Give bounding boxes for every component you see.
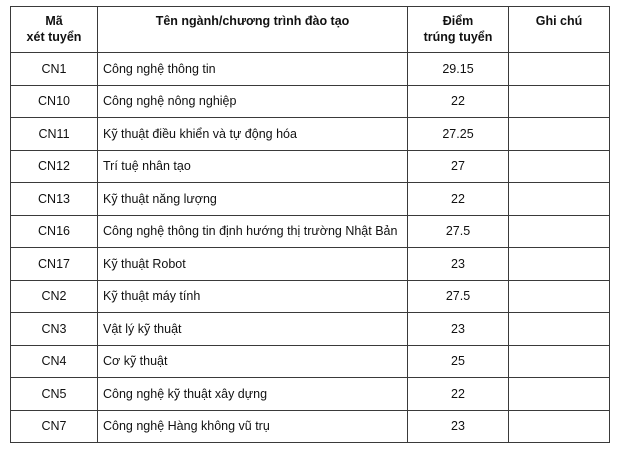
program-name-cell: Trí tuệ nhân tạo	[98, 150, 408, 183]
table-row	[11, 118, 610, 151]
note-cell	[509, 85, 610, 118]
note-cell	[509, 345, 610, 378]
admission-scores-table	[10, 6, 610, 443]
program-name-cell: Kỹ thuật năng lượng	[98, 183, 408, 216]
note-cell	[509, 378, 610, 411]
admission-score-cell: 27.5	[408, 280, 509, 313]
admission-score-cell: 22	[408, 378, 509, 411]
program-name-cell: Cơ kỹ thuật	[98, 345, 408, 378]
program-name-cell: Công nghệ nông nghiệp	[98, 85, 408, 118]
note-cell	[509, 248, 610, 281]
program-name-cell: Kỹ thuật điều khiển và tự động hóa	[98, 118, 408, 151]
program-code-cell: CN16	[11, 215, 98, 248]
admission-score-cell: 22	[408, 183, 509, 216]
table-row	[11, 183, 610, 216]
program-code-cell: CN2	[11, 280, 98, 313]
table-row	[11, 345, 610, 378]
program-code-cell: CN11	[11, 118, 98, 151]
program-code-cell: CN13	[11, 183, 98, 216]
program-name-cell: Công nghệ thông tin định hướng thị trường Nhật Bản	[98, 215, 408, 248]
header-score-line-1: Điểm	[442, 14, 474, 28]
note-cell	[509, 150, 610, 183]
program-name-cell: Vật lý kỹ thuật	[98, 313, 408, 346]
program-code-cell: CN10	[11, 85, 98, 118]
admission-score-cell: 23	[408, 248, 509, 281]
header-code-line-1: Mã	[45, 14, 63, 28]
admission-score-cell: 25	[408, 345, 509, 378]
program-code-cell: CN12	[11, 150, 98, 183]
admission-score-cell: 27	[408, 150, 509, 183]
admission-score-cell: 27.5	[408, 215, 509, 248]
note-cell	[509, 118, 610, 151]
admission-score-cell: 23	[408, 410, 509, 443]
program-code-cell: CN17	[11, 248, 98, 281]
admission-score-cell: 22	[408, 85, 509, 118]
table-row	[11, 85, 610, 118]
note-cell	[509, 215, 610, 248]
program-name-cell: Công nghệ thông tin	[98, 53, 408, 86]
header-name-label: Tên ngành/chương trình đào tạo	[155, 14, 350, 28]
program-name-cell: Công nghệ kỹ thuật xây dựng	[98, 378, 408, 411]
table-row	[11, 378, 610, 411]
table-row	[11, 313, 610, 346]
program-code-cell: CN3	[11, 313, 98, 346]
table-row	[11, 248, 610, 281]
table-row	[11, 53, 610, 86]
admission-score-cell: 27.25	[408, 118, 509, 151]
admission-scores-table-container	[10, 6, 610, 443]
table-body	[11, 53, 610, 443]
program-name-cell: Kỹ thuật máy tính	[98, 280, 408, 313]
header-code	[11, 7, 98, 53]
program-code-cell: CN5	[11, 378, 98, 411]
program-code-cell: CN4	[11, 345, 98, 378]
note-cell	[509, 53, 610, 86]
header-note-label: Ghi chú	[535, 14, 583, 28]
header-score-line-2: trúng tuyển	[423, 30, 493, 44]
header-score	[408, 7, 509, 53]
program-name-cell: Công nghệ Hàng không vũ trụ	[98, 410, 408, 443]
table-row	[11, 280, 610, 313]
program-name-cell: Kỹ thuật Robot	[98, 248, 408, 281]
header-name	[98, 7, 408, 53]
note-cell	[509, 410, 610, 443]
table-row	[11, 150, 610, 183]
note-cell	[509, 183, 610, 216]
program-code-cell: CN1	[11, 53, 98, 86]
table-row	[11, 215, 610, 248]
header-code-line-2: xét tuyển	[26, 30, 82, 44]
header-note	[509, 7, 610, 53]
admission-score-cell: 23	[408, 313, 509, 346]
program-code-cell: CN7	[11, 410, 98, 443]
note-cell	[509, 313, 610, 346]
note-cell	[509, 280, 610, 313]
admission-score-cell: 29.15	[408, 53, 509, 86]
table-row	[11, 410, 610, 443]
table-header-row	[11, 7, 610, 53]
